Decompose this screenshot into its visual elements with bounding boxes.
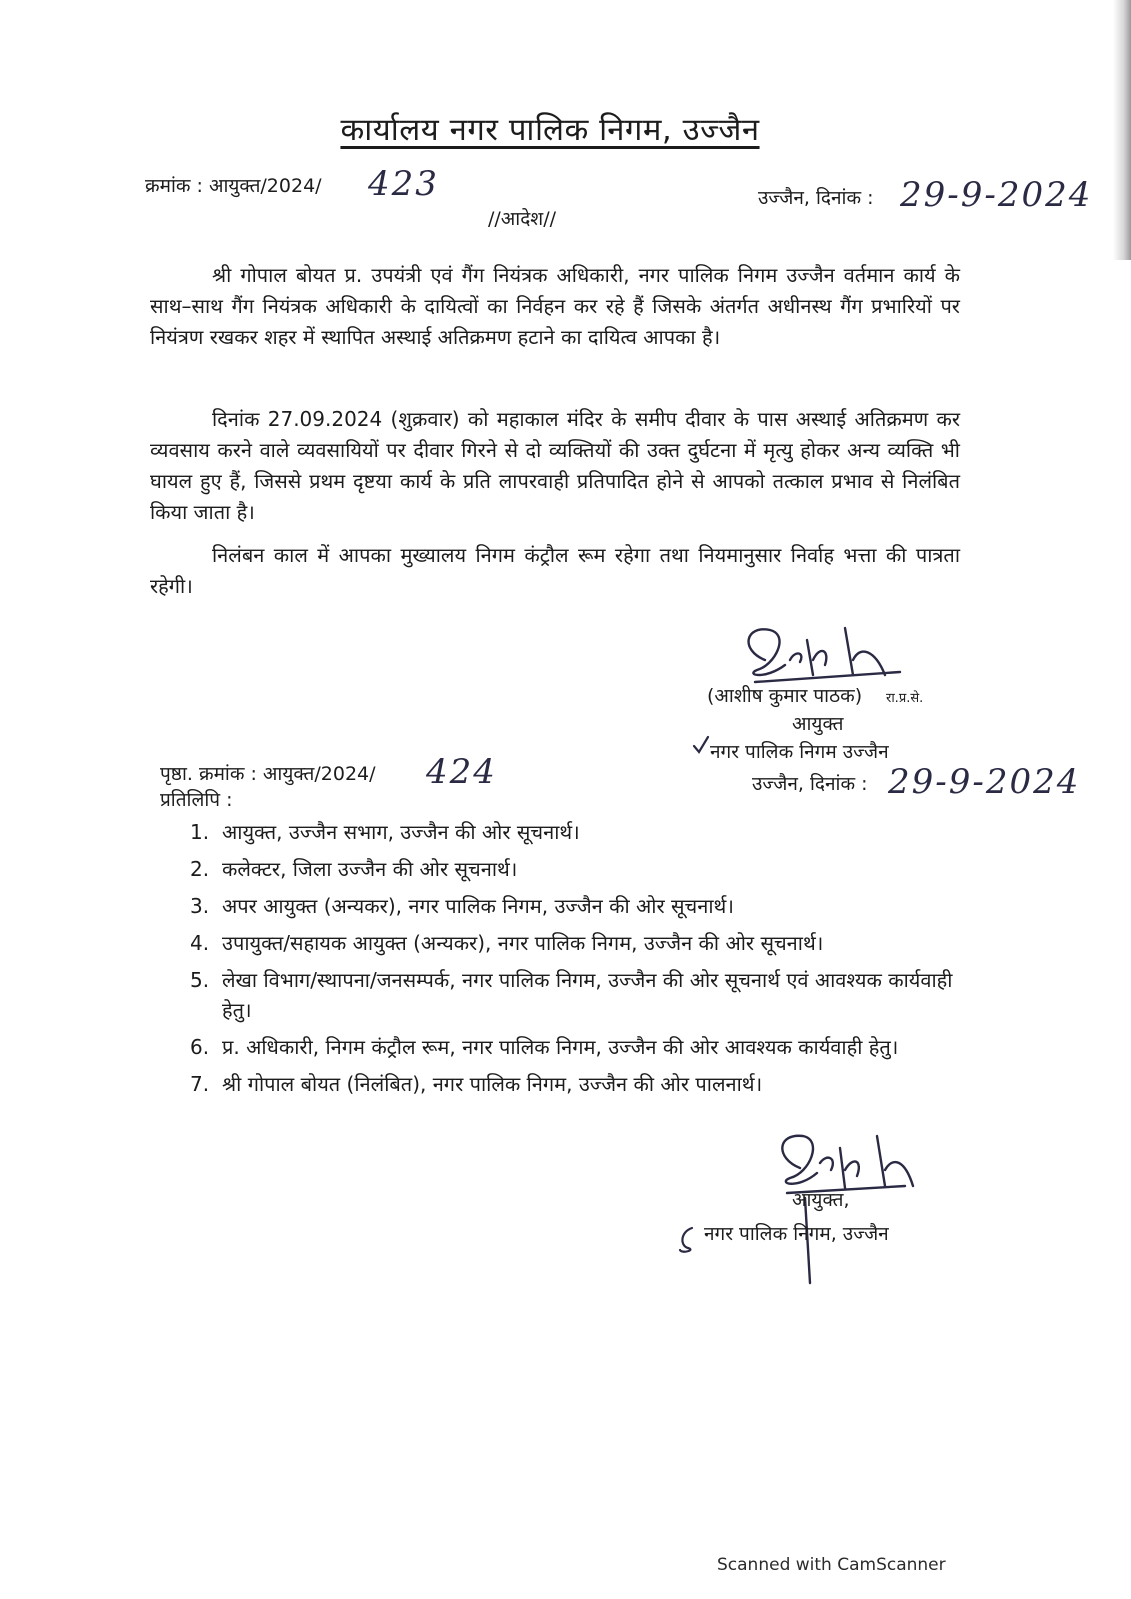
order-place-date-label: उज्जैन, दिनांक :	[758, 187, 874, 209]
list-item	[190, 965, 970, 1025]
pen-initial-mark	[676, 1224, 700, 1254]
order-paragraph-1: श्री गोपाल बोयत प्र. उपयंत्री एवं गैंग नियंत्रक अधिकारी, नगर पालिक निगम उज्जैन वर्तमान कार्य के साथ–साथ गैंग नियंत्रक अधिकारी के दायित्वों का निर्वहन कर रहे हैं जिसके अंतर्गत अधीनस्थ गैंग प्रभारियों पर नियंत्रण रखकर शहर में स्थापित अस्थाई अतिक्रमण हटाने का दायित्व आपका है।	[150, 263, 960, 349]
camscanner-footer: Scanned with CamScanner	[717, 1555, 946, 1575]
list-item	[190, 891, 970, 921]
signatory-2-designation: आयुक्त,	[792, 1189, 850, 1211]
list-item-text: लेखा विभाग/स्थापना/जनसम्पर्क, नगर पालिक निगम, उज्जैन की ओर सूचनार्थ एवं आवश्यक कार्यवाही हेतु।	[222, 968, 953, 1022]
list-item-number: 3.	[190, 894, 210, 918]
list-item-text: प्र. अधिकारी, निगम कंट्रौल रूम, नगर पालिक निगम, उज्जैन की ओर आवश्यक कार्यवाही हेतु।	[222, 1035, 899, 1059]
list-item-number: 2.	[190, 857, 210, 881]
list-item	[190, 817, 970, 847]
list-item-number: 1.	[190, 820, 210, 844]
list-item-text: उपायुक्त/सहायक आयुक्त (अन्यकर), नगर पालिक निगम, उज्जैन की ओर सूचनार्थ।	[222, 931, 824, 955]
list-item-number: 6.	[190, 1035, 210, 1059]
list-item	[190, 1069, 970, 1099]
order-date-handwritten: 29-9-2024	[900, 175, 1093, 215]
list-item-text: अपर आयुक्त (अन्यकर), नगर पालिक निगम, उज्जैन की ओर सूचनार्थ।	[222, 894, 734, 918]
signatory-office: नगर पालिक निगम उज्जैन	[710, 741, 889, 763]
order-paragraph-3: निलंबन काल में आपका मुख्यालय निगम कंट्रौल रूम रहेगा तथा नियमानुसार निर्वाह भत्ता की पात्रता रहेगी।	[150, 543, 960, 598]
signature-1-image	[735, 620, 905, 690]
signatory-2-office: नगर पालिक निगम, उज्जैन	[704, 1223, 889, 1245]
list-item-text: आयुक्त, उज्जैन सभाग, उज्जैन की ओर सूचनार्थ।	[222, 820, 580, 844]
signatory-name: (आशीष कुमार पाठक)	[707, 685, 863, 707]
copy-date-handwritten: 29-9-2024	[888, 762, 1081, 802]
order-number-handwritten: 423	[368, 164, 439, 204]
order-type-label: //आदेश//	[488, 208, 557, 230]
list-item	[190, 928, 970, 958]
list-item-text: श्री गोपाल बोयत (निलंबित), नगर पालिक निगम, उज्जैन की ओर पालनार्थ।	[222, 1072, 763, 1096]
copy-to-label: प्रतिलिपि :	[160, 789, 233, 811]
copy-place-date-label: उज्जैन, दिनांक :	[752, 773, 868, 795]
order-number-label: क्रमांक : आयुक्त/2024/	[145, 175, 322, 197]
office-heading: कार्यालय नगर पालिक निगम, उज्जैन	[340, 112, 760, 148]
list-item	[190, 854, 970, 884]
scan-edge-shadow	[1113, 0, 1131, 260]
list-item-text: कलेक्टर, जिला उज्जैन की ओर सूचनार्थ।	[222, 857, 518, 881]
order-paragraph-2: दिनांक 27.09.2024 (शुक्रवार) को महाकाल मंदिर के समीप दीवार के पास अस्थाई अतिक्रमण कर व्यवसाय करने वाले व्यवसायियों पर दीवार गिरने से दो व्यक्तियों की उक्त दुर्घटना में मृत्यु होकर अन्य व्यक्ति भी घायल हुए हैं, जिससे प्रथम दृष्टया कार्य के प्रति लापरवाही प्रतिपादित होने से आपको तत्काल प्रभाव से निलंबित किया जाता है।	[150, 407, 960, 524]
list-item-number: 7.	[190, 1072, 210, 1096]
list-item-number: 5.	[190, 968, 210, 992]
list-item-number: 4.	[190, 931, 210, 955]
signatory-designation: आयुक्त	[792, 713, 844, 735]
copy-number-handwritten: 424	[426, 752, 497, 792]
copy-recipient-list	[190, 817, 970, 1106]
signatory-service: रा.प्र.से.	[886, 691, 924, 706]
copy-number-label: पृष्ठा. क्रमांक : आयुक्त/2024/	[160, 763, 376, 785]
pen-tick-mark	[690, 734, 712, 756]
list-item	[190, 1032, 970, 1062]
